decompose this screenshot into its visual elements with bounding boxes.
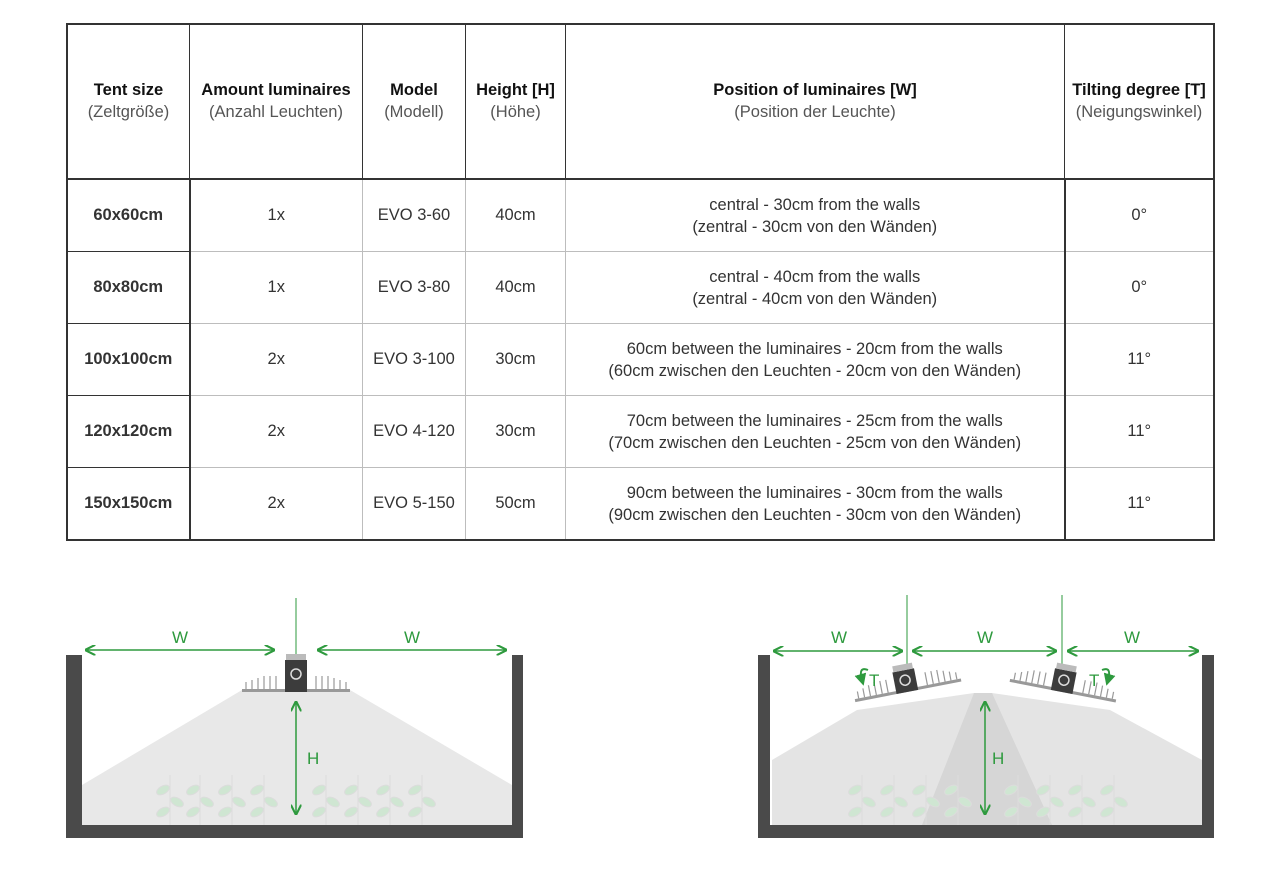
cell-amount: 2x bbox=[190, 324, 363, 396]
cell-tilt: 0° bbox=[1065, 252, 1215, 324]
header-tilt: Tilting degree [T] (Neigungswinkel) bbox=[1065, 24, 1215, 179]
table-row bbox=[67, 324, 1214, 396]
header-position: Position of luminaires [W] (Position der Leuchte) bbox=[566, 24, 1065, 179]
cell-position: 60cm between the luminaires - 20cm from the walls (60cm zwischen den Leuchten - 20cm von den Wänden) bbox=[566, 324, 1065, 396]
table-header-row bbox=[67, 24, 1214, 179]
cell-amount: 1x bbox=[190, 252, 363, 324]
cell-tilt: 11° bbox=[1065, 396, 1215, 468]
w-label: W bbox=[403, 628, 421, 647]
table-row bbox=[67, 179, 1214, 252]
cell-height: 50cm bbox=[466, 468, 566, 541]
luminaire bbox=[242, 654, 350, 692]
cell-amount: 2x bbox=[190, 468, 363, 541]
t-label: T bbox=[869, 671, 880, 690]
header-model: Model (Modell) bbox=[363, 24, 466, 179]
cell-position: central - 40cm from the walls (zentral - 40cm von den Wänden) bbox=[566, 252, 1065, 324]
cell-position: 90cm between the luminaires - 30cm from the walls (90cm zwischen den Leuchten - 30cm von den Wänden) bbox=[566, 468, 1065, 541]
cell-model: EVO 3-80 bbox=[363, 252, 466, 324]
cell-amount: 1x bbox=[190, 179, 363, 252]
w-label: W bbox=[976, 628, 994, 647]
light-cone bbox=[82, 690, 512, 825]
table-row bbox=[67, 468, 1214, 541]
spec-table bbox=[66, 23, 1215, 541]
cell-size: 120x120cm bbox=[67, 396, 190, 468]
h-label: H bbox=[307, 749, 320, 768]
cell-position: 70cm between the luminaires - 25cm from the walls (70cm zwischen den Leuchten - 25cm von den Wänden) bbox=[566, 396, 1065, 468]
cell-height: 40cm bbox=[466, 179, 566, 252]
cell-model: EVO 3-60 bbox=[363, 179, 466, 252]
cell-amount: 2x bbox=[190, 396, 363, 468]
cell-model: EVO 5-150 bbox=[363, 468, 466, 541]
cell-tilt: 0° bbox=[1065, 179, 1215, 252]
cell-tilt: 11° bbox=[1065, 324, 1215, 396]
header-tent-size: Tent size (Zeltgröße) bbox=[67, 24, 190, 179]
tilt-arrow-right-icon bbox=[1102, 669, 1109, 680]
luminaire-left bbox=[850, 654, 961, 702]
table-row bbox=[67, 252, 1214, 324]
h-label: H bbox=[992, 749, 1005, 768]
cell-height: 30cm bbox=[466, 324, 566, 396]
w-label: W bbox=[171, 628, 189, 647]
cell-size: 60x60cm bbox=[67, 179, 190, 252]
header-height: Height [H] (Höhe) bbox=[466, 24, 566, 179]
cell-height: 30cm bbox=[466, 396, 566, 468]
luminaire-right bbox=[1010, 654, 1121, 702]
cell-position: central - 30cm from the walls (zentral - 30cm von den Wänden) bbox=[566, 179, 1065, 252]
cell-size: 150x150cm bbox=[67, 468, 190, 541]
double-luminaire-diagram bbox=[752, 590, 1222, 845]
tilt-arrow-left-icon bbox=[861, 669, 868, 680]
w-label: W bbox=[830, 628, 848, 647]
cell-model: EVO 4-120 bbox=[363, 396, 466, 468]
cell-model: EVO 3-100 bbox=[363, 324, 466, 396]
t-label: T bbox=[1089, 671, 1100, 690]
cell-height: 40cm bbox=[466, 252, 566, 324]
table-row bbox=[67, 396, 1214, 468]
cell-size: 100x100cm bbox=[67, 324, 190, 396]
cell-size: 80x80cm bbox=[67, 252, 190, 324]
single-luminaire-diagram bbox=[60, 590, 530, 845]
w-label: W bbox=[1123, 628, 1141, 647]
header-amount: Amount luminaires (Anzahl Leuchten) bbox=[190, 24, 363, 179]
cell-tilt: 11° bbox=[1065, 468, 1215, 541]
